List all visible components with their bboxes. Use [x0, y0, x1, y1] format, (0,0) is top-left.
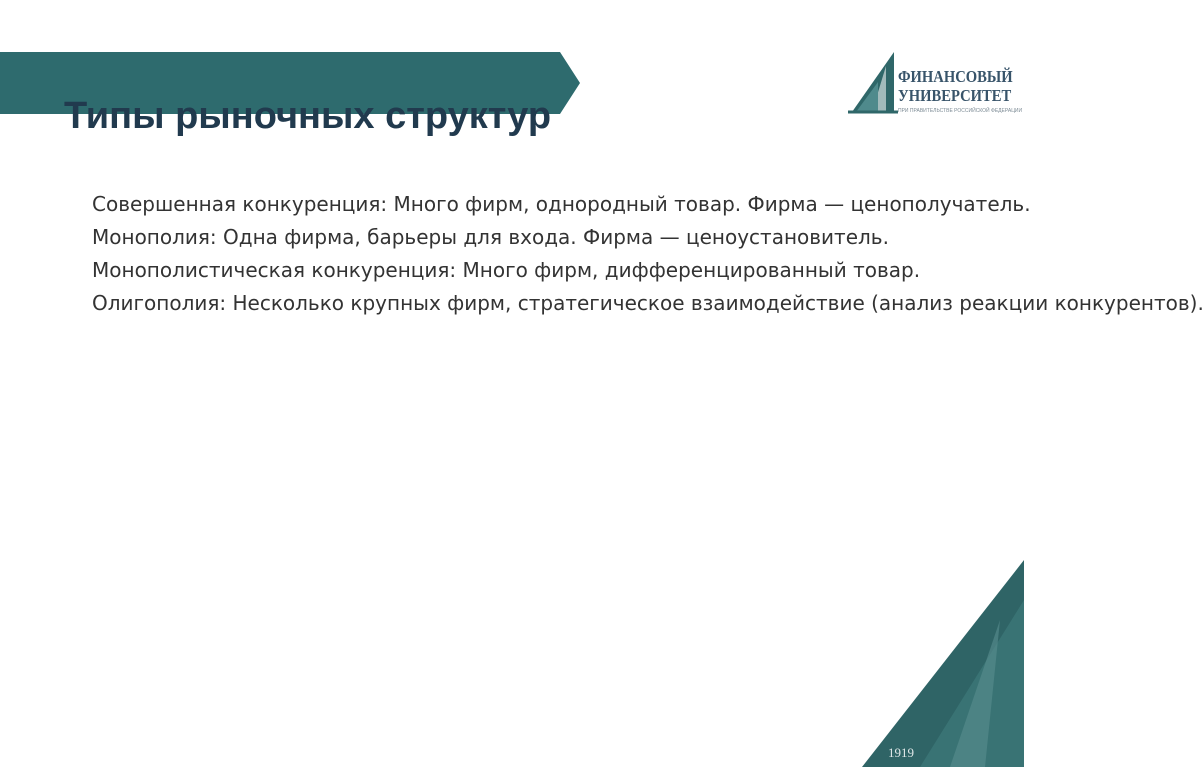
logo-line2: УНИВЕРСИТЕТ	[898, 86, 1012, 105]
list-item: Олигополия: Несколько крупных фирм, стратегическое взаимодействие (анализ реакции конкурентов).	[92, 291, 1204, 315]
slide-title: Типы рыночных структур	[64, 95, 552, 137]
founding-year: 1919	[888, 745, 914, 760]
list-item: Монополистическая конкуренция: Много фирм, дифференцированный товар.	[92, 258, 921, 282]
list-item: Совершенная конкуренция: Много фирм, однородный товар. Фирма — ценополучатель.	[92, 192, 1031, 216]
list-item: Монополия: Одна фирма, барьеры для входа. Фирма — ценоустановитель.	[92, 225, 889, 249]
logo-subtitle: ПРИ ПРАВИТЕЛЬСТВЕ РОССИЙСКОЙ ФЕДЕРАЦИИ	[898, 108, 1023, 114]
logo-line1: ФИНАНСОВЫЙ	[898, 67, 1013, 86]
